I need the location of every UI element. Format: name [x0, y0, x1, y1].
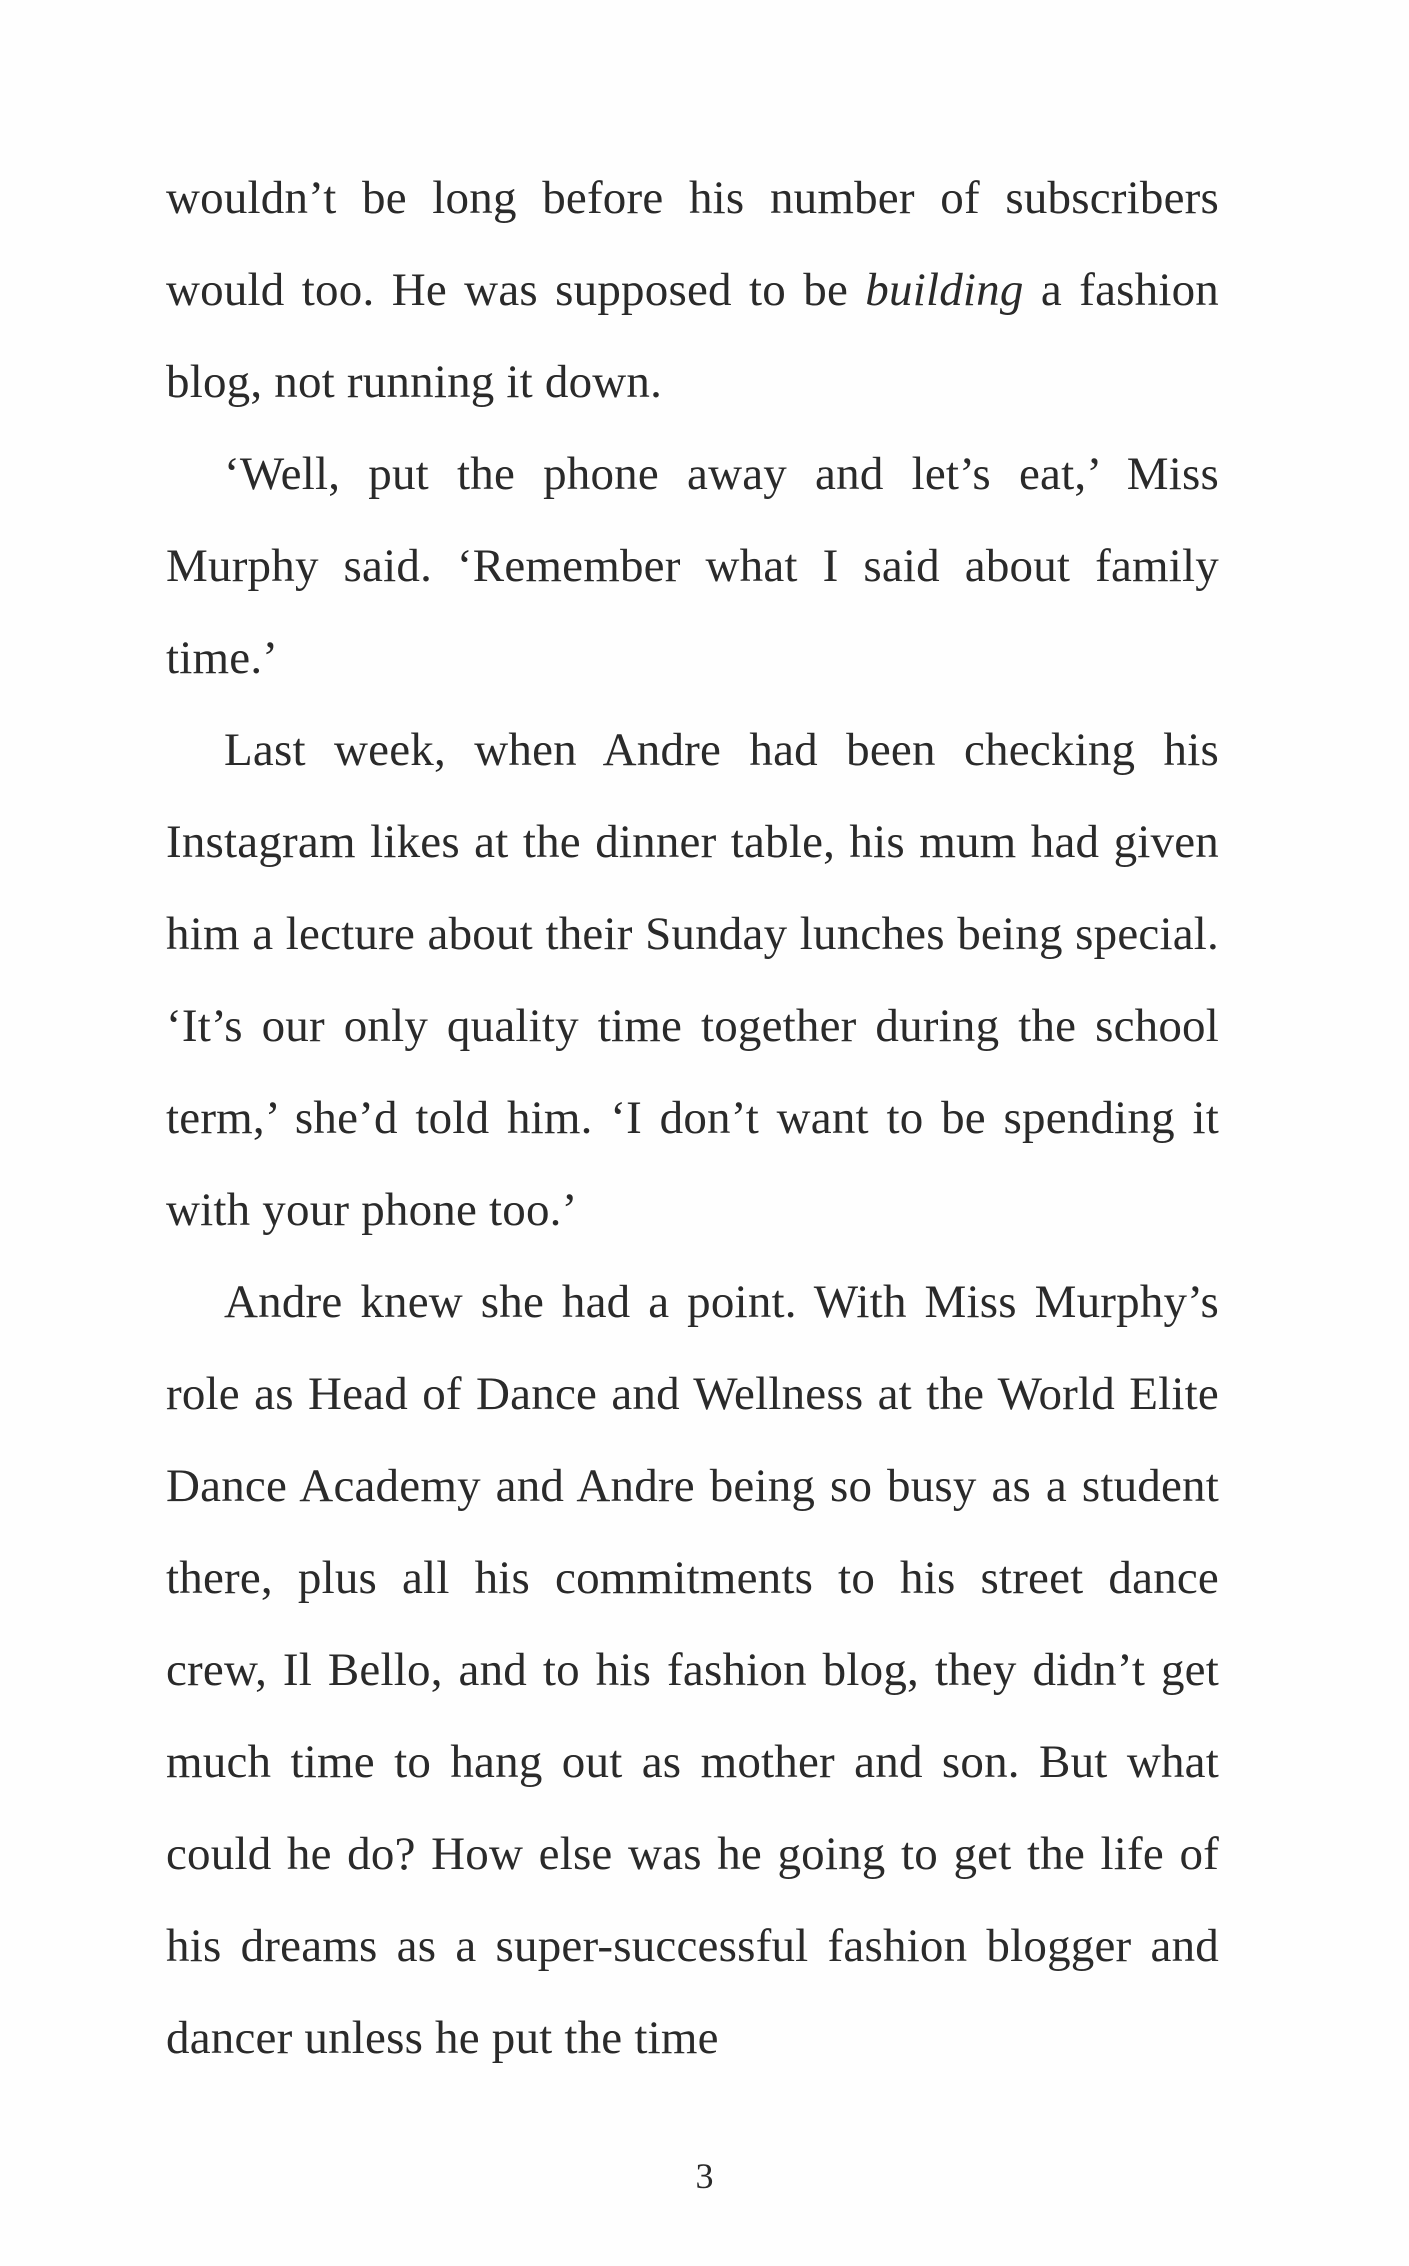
page-number: 3 [695, 2156, 714, 2196]
paragraph-1-text-start: wouldn’t be long before his number of subscribers would too. He was supposed to be [166, 172, 1219, 316]
body-text [166, 152, 1219, 2084]
paragraph-2: ‘Well, put the phone away and let’s eat,’ Miss Murphy said. ‘Remember what I said about family time.’ [166, 448, 1219, 684]
paragraph-1-text-end: a fashion blog, not running it down. [166, 264, 1219, 408]
paragraph-1 [166, 152, 1219, 428]
paragraph-3: Last week, when Andre had been checking his Instagram likes at the dinner table, his mum had given him a lecture about their Sunday lunches being special. ‘It’s our only quality time together during the school term,’ she’d told him. ‘I don’t want to be spending it with your phone too.’ [166, 724, 1219, 1236]
paragraph-4: Andre knew she had a point. With Miss Murphy’s role as Head of Dance and Wellness at the World Elite Dance Academy and Andre being so busy as a student there, plus all his commitments to his street dance crew, Il Bello, and to his fashion blog, they didn’t get much time to hang out as mother and son. But what could he do? How else was he going to get the life of his dreams as a super-successful fashion blogger and dancer unless he put the time [166, 1276, 1219, 2064]
emphasized-word: building [865, 264, 1024, 316]
